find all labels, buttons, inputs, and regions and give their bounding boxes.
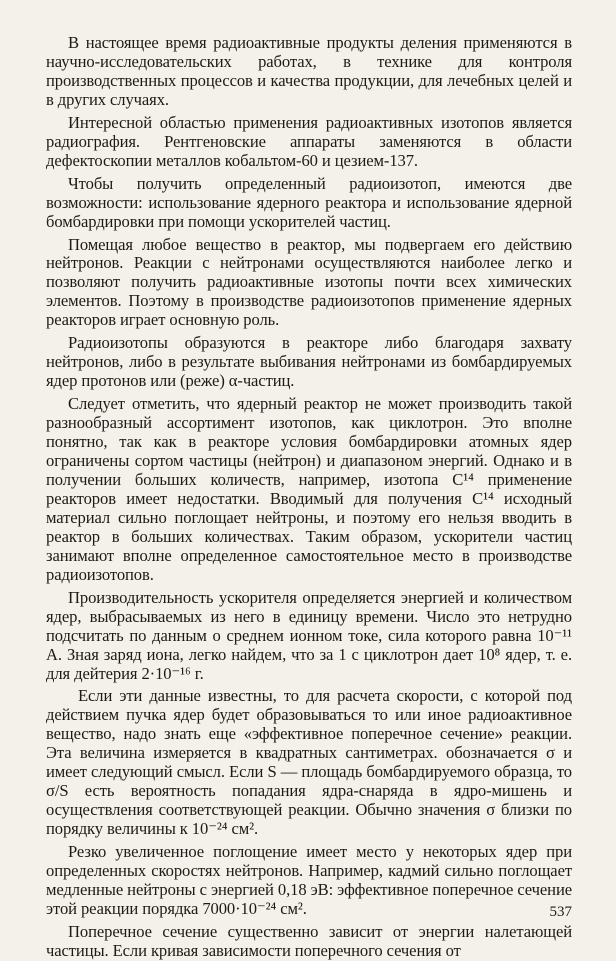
- paragraph-8: Если эти данные известны, то для расчета скорости, с которой под действием пучка ядер будет образовываться то или иное радиоактивное вещество, надо знать еще «эффективное поперечное сечение» реакции. Эта величина измеряется в квадратных сантиметрах. обозначается σ и имеет следующий смысл. Если S — площадь бомбардируемого образца, то σ/S есть вероятность попадания ядра-снаряда в ядро-мишень и осуществления соответствующей реакции. Обычно значения σ близки по порядку величины к 10⁻²⁴ см².: [46, 686, 572, 839]
- paragraph-10: Поперечное сечение существенно зависит от энергии налетающей частицы. Если кривая зависимости поперечного сечения от: [46, 921, 572, 960]
- paragraph-9: Резко увеличенное поглощение имеет место у некоторых ядер при определенных скоростях нейтронов. Например, кадмий сильно поглощает медленные нейтроны с энергией 0,18 эВ: эффективное поперечное сечение этой реакции порядка 7000·10⁻²⁴ см².: [46, 842, 572, 918]
- paragraph-7: Производительность ускорителя определяется энергией и количеством ядер, выбрасываемых из него в единицу времени. Число это нетрудно подсчитать по данным о среднем ионном токе, сила которого равна 10⁻¹¹ A. Зная заряд иона, легко найдем, что за 1 с циклотрон дает 10⁸ ядер, т. е. для дейтерия 2·10⁻¹⁶ г.: [46, 587, 572, 683]
- page-number: 537: [549, 904, 572, 920]
- paragraph-4: Помещая любое вещество в реактор, мы подвергаем его действию нейтронов. Реакции с нейтронами осуществляются наиболее легко и позволяют получить радиоактивные изотопы почти всех химических элементов. Поэтому в производстве радиоизотопов применение ядерных реакторов играет основную роль.: [46, 234, 572, 330]
- paragraph-1: В настоящее время радиоактивные продукты деления применяются в научно-исследовательских работах, в технике для контроля производственных процессов и качества продукции, для лечебных целей и в других случаях.: [46, 33, 572, 109]
- body-text: [46, 34, 572, 961]
- paragraph-2: Интересной областью применения радиоактивных изотопов является радиография. Рентгеновские аппараты заменяются в области дефектоскопии металлов кобальтом-60 и цезием-137.: [46, 112, 572, 170]
- paragraph-3: Чтобы получить определенный радиоизотоп, имеются две возможности: использование ядерного реактора и использование ядерной бомбардировки при помощи ускорителей частиц.: [46, 173, 572, 231]
- paragraph-6: Следует отметить, что ядерный реактор не может производить такой разнообразный ассортимент изотопов, как циклотрон. Это вполне понятно, так как в реакторе условия бомбардировки атомных ядер ограничены сортом частицы (нейтрон) и диапазоном энергий. Однако и в получении больших количеств, например, изотопа C¹⁴ применение реакторов имеет недостатки. Вводимый для получения C¹⁴ исходный материал сильно поглощает нейтроны, и поэтому его нельзя вводить в реактор в больших количествах. Таким образом, ускорители частиц занимают вполне определенное самостоятельное место в производстве радиоизотопов.: [46, 394, 572, 584]
- paragraph-5: Радиоизотопы образуются в реакторе либо благодаря захвату нейтронов, либо в результате выбивания нейтронами из бомбардируемых ядер протонов или (реже) α-частиц.: [46, 333, 572, 391]
